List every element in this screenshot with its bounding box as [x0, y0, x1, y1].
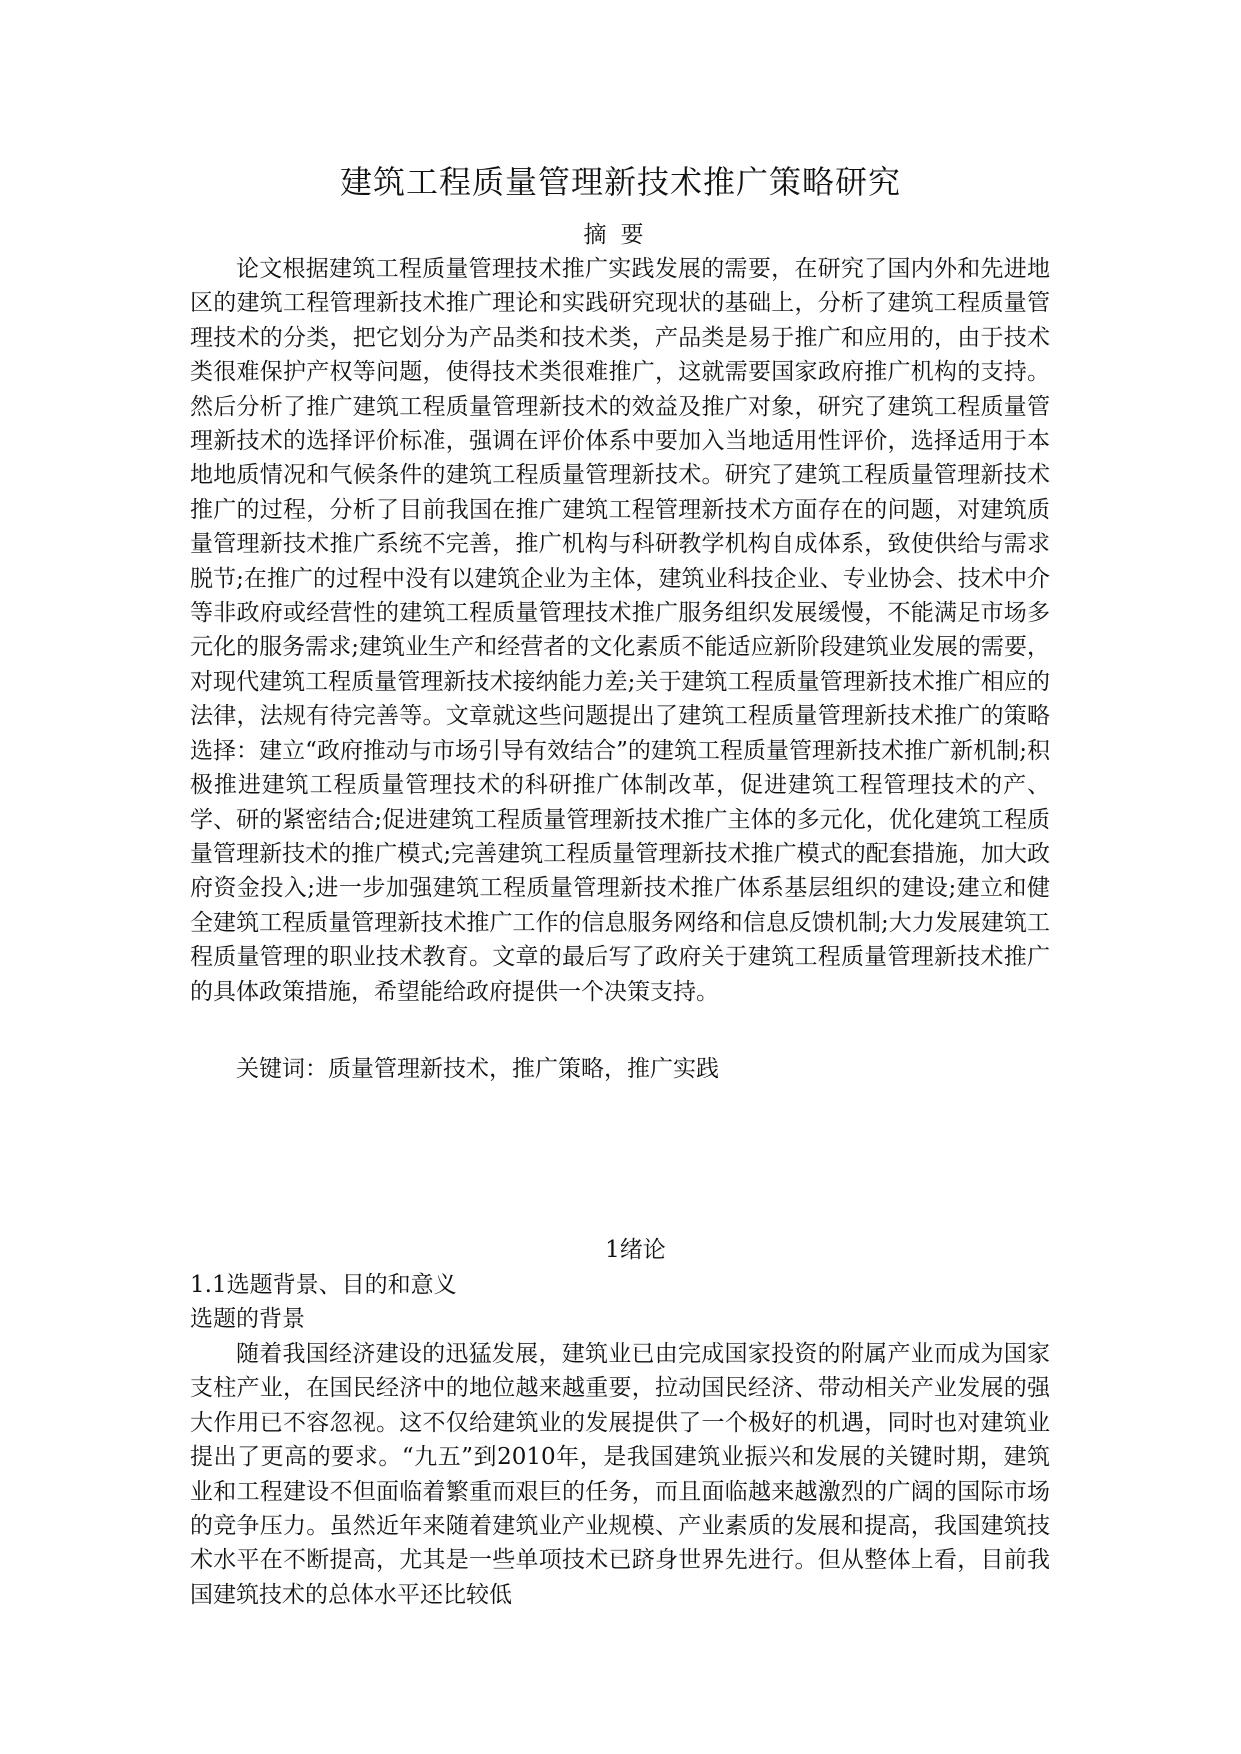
document-title: 建筑工程质量管理新技术推广策略研究	[339, 163, 901, 201]
abstract-paragraph: 论文根据建筑工程质量管理技术推广实践发展的需要，在研究了国内外和先进地区的建筑工程管理新技术推广理论和实践研究现状的基础上，分析了建筑工程质量管理技术的分类，把它划分为产品类和技术类，产品类是易于推广和应用的，由于技术类很难保护产权等问题，使得技术类很难推广，这就需要国家政府推广机构的支持。然后分析了推广建筑工程质量管理新技术的效益及推广对象，研究了建筑工程质量管理新技术的选择评价标准，强调在评价体系中要加入当地适用性评价，选择适用于本地地质情况和气候条件的建筑工程质量管理新技术。研究了建筑工程质量管理新技术推广的过程，分析了目前我国在推广建筑工程管理新技术方面存在的问题，对建筑质量管理新技术推广系统不完善，推广机构与科研教学机构自成体系，致使供给与需求脱节;在推广的过程中没有以建筑企业为主体，建筑业科技企业、专业协会、技术中介等非政府或经营性的建筑工程质量管理技术推广服务组织发展缓慢，不能满足市场多元化的服务需求;建筑业生产和经营者的文化素质不能适应新阶段建筑业发展的需要，对现代建筑工程质量管理新技术接纳能力差;关于建筑工程质量管理新技术推广相应的法律，法规有待完善等。文章就这些问题提出了建筑工程质量管理新技术推广的策略选择：建立“政府推动与市场引导有效结合”的建筑工程质量管理新技术推广新机制;积极推进建筑工程质量管理技术的科研推广体制改革，促进建筑工程管理技术的产、学、研的紧密结合;促进建筑工程质量管理新技术推广主体的多元化，优化建筑工程质量管理新技术的推广模式;完善建筑工程质量管理新技术推广模式的配套措施，加大政府资金投入;进一步加强建筑工程质量管理新技术推广体系基层组织的建设;建立和健全建筑工程质量管理新技术推广工作的信息服务网络和信息反馈机制;大力发展建筑工程质量管理的职业技术教育。文章的最后写了政府关于建筑工程质量管理新技术推广的具体政策措施，希望能给政府提供一个决策支持。	[190, 256, 1050, 1005]
subsection-heading: 选题的背景	[190, 1306, 305, 1332]
section-heading: 1.1选题背景、目的和意义	[190, 1272, 457, 1298]
chapter-title: 1绪论	[605, 1237, 666, 1263]
keywords-line: 关键词：质量管理新技术，推广策略，推广实践	[236, 1056, 719, 1082]
abstract-heading: 摘要	[583, 222, 658, 248]
intro-paragraph: 随着我国经济建设的迅猛发展，建筑业已由完成国家投资的附属产业而成为国家支柱产业，在国民经济中的地位越来越重要，拉动国民经济、带动相关产业发展的强大作用已不容忽视。这不仅给建筑业的发展提供了一个极好的机遇，同时也对建筑业提出了更高的要求。“九五”到2010年，是我国建筑业振兴和发展的关键时期，建筑业和工程建设不但面临着繁重而艰巨的任务，而且面临越来越激烈的广阔的国际市场的竞争压力。虽然近年来随着建筑业产业规模、产业素质的发展和提高，我国建筑技术水平在不断提高，尤其是一些单项技术已跻身世界先进行。但从整体上看，目前我国建筑技术的总体水平还比较低	[190, 1341, 1050, 1608]
